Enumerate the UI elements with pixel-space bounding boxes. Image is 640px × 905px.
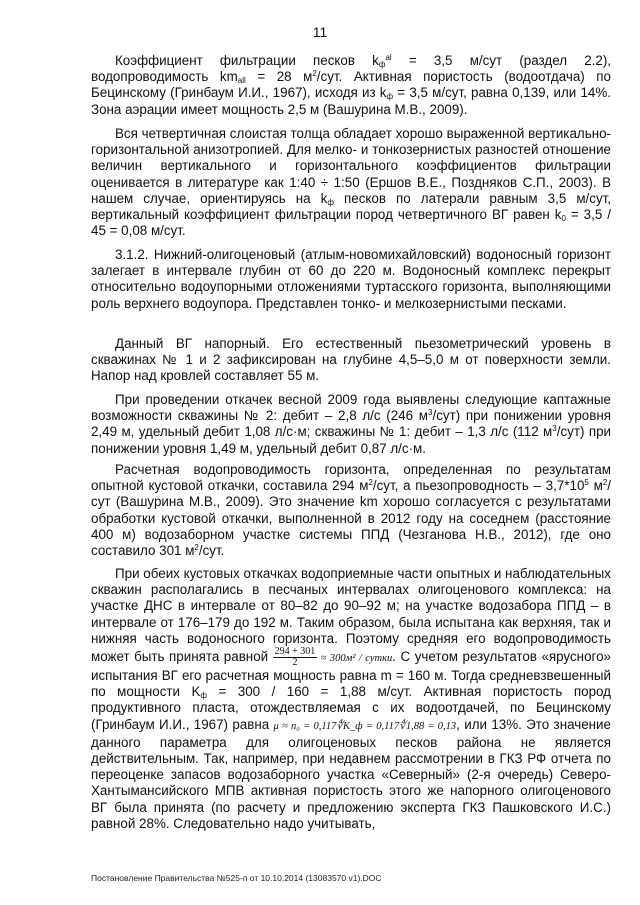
document-footer: Постановление Правительства №525-п от 10.10.2014 (13083570 v1).DOC [91,873,382,883]
paragraph-anisotropy: Вся четвертичная слоистая толща обладает хорошо выраженной вертикально-горизонтальной анизотропией. Для мелко- и тонкозернистых разностей отношение величин вертикального и горизонтального коэффициентов фильтрации оценивается в литературе как 1:40 ÷ 1:50 (Ершов В.Е., Поздняков С.П., 2003). В нашем случае, ориентируясь на $k_ф$ песков по латерали равным 3,5 м/сут, вертикальный коэффициент фильтрации пород четвертичного ВГ равен $k_0 = 3,5 / 45 = 0,08$ м/сут. [91,126,612,239]
paragraph-pumping-tests: При проведении откачек весной 2009 года выявлены следующие каптажные возможности скважины № 2: дебит – 2,8 л/с (246 $м^3/сут$) при понижении уровня 2,49 м, удельный дебит 1,08 л/с·м; скважины № 1: дебит – 1,3 л/с (112 $м^3/сут$) при понижении уровня 1,49 м, удельный дебит 0,87 л/с·м. [91,392,612,456]
paragraph-cluster-pumping: При обеих кустовых откачках водоприемные части опытных и наблюдательных скважин располагались в песчаных интервалах олигоценового комплекса: на участке ДНС в интервале от 80–82 до 90–92 м; на участке водозабора ППД – в интервале от 176–179 до 192 м. Таким образом, была испытана как верхняя, так и нижняя часть водоносного горизонта. Поэтому средняя его водопроводимость может быть принята равной $\frac{294 + 301}{2}$ ≈ 300м² / сутки. С учетом результатов «ярусного» испытания ВГ его расчетная мощность равна m = 160 м. Тогда средневзвешенный по мощности $K_ф = 300 / 160 = 1,88$ м/сут. Активная пористость пород продуктивного пласта, отождествляемая с их водоотдачей, по Бецинскому (Гринбаум И.И., 1967) равна μ ≈ n₀ = 0,117∜K_ф = 0,117∜1,88 = 0,13, или 13%. Это значение данного параметра для олигоценовых песков района не является действительным. Так, например, при недавнем рассмотрении в ГКЗ РФ отчета по переоценке запасов водозаборного участка «Северный» (2-я очередь) Северо-Хантымансийского МПВ активная пористость этого же напорного олигоценового ВГ была принята (по расчету и предложению эксперта ГКЗ Пашковского И.С.) равной 28%. Следовательно надо учитывать, [91,566,612,831]
paragraph-section-3-1-2: 3.1.2. Нижний-олигоценовый (атлым-новомихайловский) водоносный горизонт залегает в интервале глубин от 60 до 220 м. Водоносный комплекс перекрыт относительно водоупорными отложениями туртасского горизонта, выполняющими роль верхнего водоупора. Представлен тонко- и мелкозернистыми песками. [91,247,611,311]
paragraph-pressure-aquifer: Данный ВГ напорный. Его естественный пьезометрический уровень в скважинах № 1 и 2 зафиксирован на глубине 4,5–5,0 м от поверхности земли. Напор над кровлей составляет 55 м. [91,336,611,384]
page-number: 11 [312,24,328,40]
porosity-formula: μ ≈ n₀ = 0,117∜K_ф = 0,117∜1,88 = 0,13 [273,720,457,732]
fraction-average-transmissivity: $\frac{294 + 301}{2}$ [274,646,316,669]
paragraph-transmissivity: Расчетная водопроводимость горизонта, определенная по результатам опытной кустовой откачки, составила 294 $м^2$/сут, а пьезопроводность – $3,7*10^5$ $м^2$/сут (Вашурина М.В., 2009). Это значение km хорошо согласуется с результатами обработки кустовой откачки, выполненной в 2012 году на соседнем (расстояние 400 м) водозаборном участке системы ППД (Чезганова Н.В., 2012), где оно составило 301 $м^2$/сут. [91,462,611,559]
paragraph-filtration-coefficient: Коэффициент фильтрации песков $k_ф^{al} = 3,5$ м/сут (раздел 2.2), водопроводимость $km_{all} = 28$ $м^2$/сут. Активная пористость (водоотдача) по Бецинскому (Гринбаум И.И., 1967), исходя из $k_ф = 3,5$ м/сут, равна 0,139, или 14%. Зона аэрации имеет мощность 2,5 м (Вашурина М.В., 2009). [91,53,612,117]
